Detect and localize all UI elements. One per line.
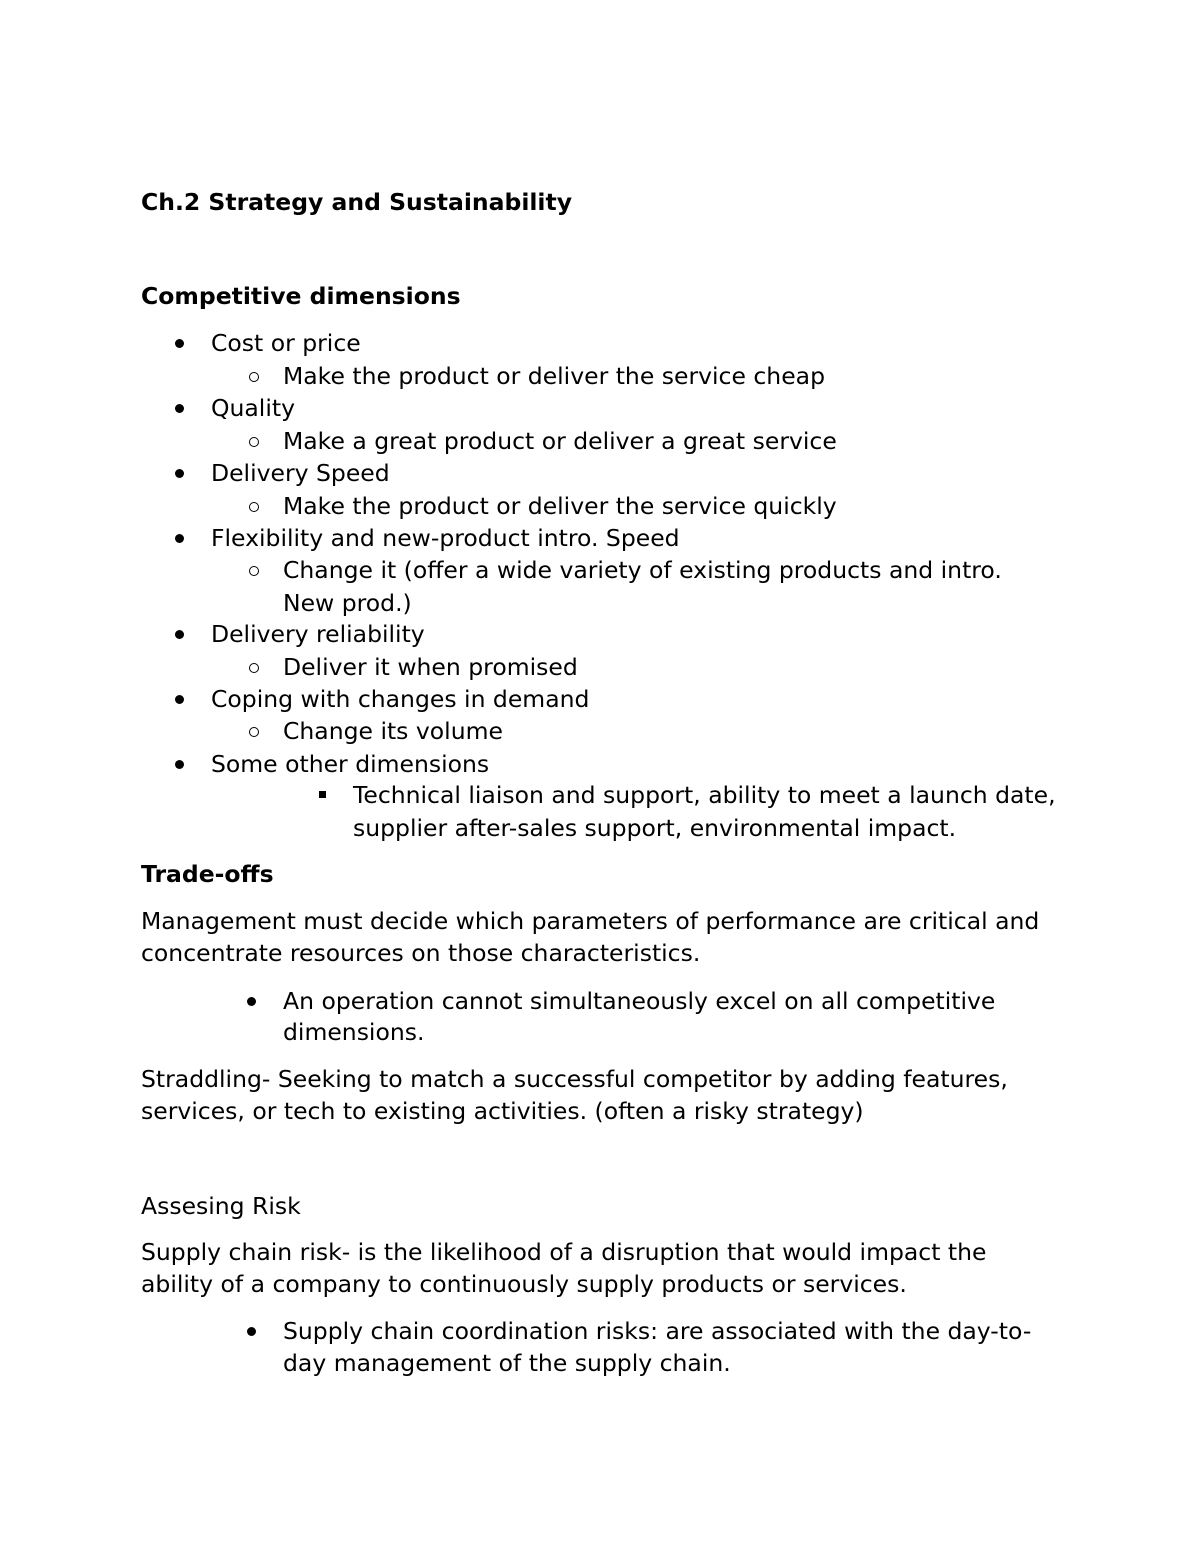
risk-paragraph-continuation: ability of a company to continuously supply products or services. — [141, 1270, 907, 1298]
bullet-icon — [175, 760, 184, 769]
list-item: Some other dimensions — [211, 750, 490, 778]
tradeoffs-paragraph: Management must decide which parameters of performance are critical and — [141, 907, 1040, 935]
list-item: Delivery reliability — [211, 620, 425, 648]
sub-sub-list-item-continuation: supplier after-sales support, environmental impact. — [353, 814, 957, 842]
bullet-icon — [247, 1327, 256, 1336]
bullet-icon — [175, 630, 184, 639]
circle-bullet-icon — [249, 566, 259, 576]
risk-bullet-continuation: day management of the supply chain. — [283, 1349, 731, 1377]
sub-list-item: Make a great product or deliver a great service — [283, 427, 837, 455]
tradeoffs-bullet-continuation: dimensions. — [283, 1018, 425, 1046]
page-title: Ch.2 Strategy and Sustainability — [141, 188, 573, 216]
list-item: Flexibility and new-product intro. Speed — [211, 524, 680, 552]
circle-bullet-icon — [249, 663, 259, 673]
tradeoffs-paragraph-continuation: concentrate resources on those characteristics. — [141, 939, 701, 967]
bullet-icon — [175, 695, 184, 704]
circle-bullet-icon — [249, 437, 259, 447]
straddling-paragraph: Straddling- Seeking to match a successful competitor by adding features, — [141, 1065, 1008, 1093]
bullet-icon — [175, 339, 184, 348]
risk-heading: Assesing Risk — [141, 1192, 301, 1220]
bullet-icon — [247, 997, 256, 1006]
tradeoffs-heading: Trade-offs — [141, 860, 274, 888]
sub-list-item: Change its volume — [283, 717, 503, 745]
sub-list-item-continuation: New prod.) — [283, 589, 412, 617]
circle-bullet-icon — [249, 502, 259, 512]
sub-sub-list-item: Technical liaison and support, ability to meet a launch date, — [353, 781, 1056, 809]
tradeoffs-bullet: An operation cannot simultaneously excel on all competitive — [283, 987, 996, 1015]
list-item: Quality — [211, 394, 295, 422]
sub-list-item: Deliver it when promised — [283, 653, 578, 681]
square-bullet-icon — [319, 791, 326, 798]
sub-list-item: Make the product or deliver the service cheap — [283, 362, 825, 390]
competitive-heading: Competitive dimensions — [141, 282, 461, 310]
bullet-icon — [175, 534, 184, 543]
sub-list-item: Change it (offer a wide variety of existing products and intro. — [283, 556, 1002, 584]
bullet-icon — [175, 469, 184, 478]
list-item: Delivery Speed — [211, 459, 390, 487]
risk-paragraph: Supply chain risk- is the likelihood of a disruption that would impact the — [141, 1238, 987, 1266]
list-item: Coping with changes in demand — [211, 685, 590, 713]
list-item: Cost or price — [211, 329, 361, 357]
circle-bullet-icon — [249, 372, 259, 382]
straddling-paragraph-continuation: services, or tech to existing activities. (often a risky strategy) — [141, 1097, 864, 1125]
circle-bullet-icon — [249, 727, 259, 737]
risk-bullet: Supply chain coordination risks: are associated with the day-to- — [283, 1317, 1032, 1345]
bullet-icon — [175, 404, 184, 413]
sub-list-item: Make the product or deliver the service quickly — [283, 492, 837, 520]
